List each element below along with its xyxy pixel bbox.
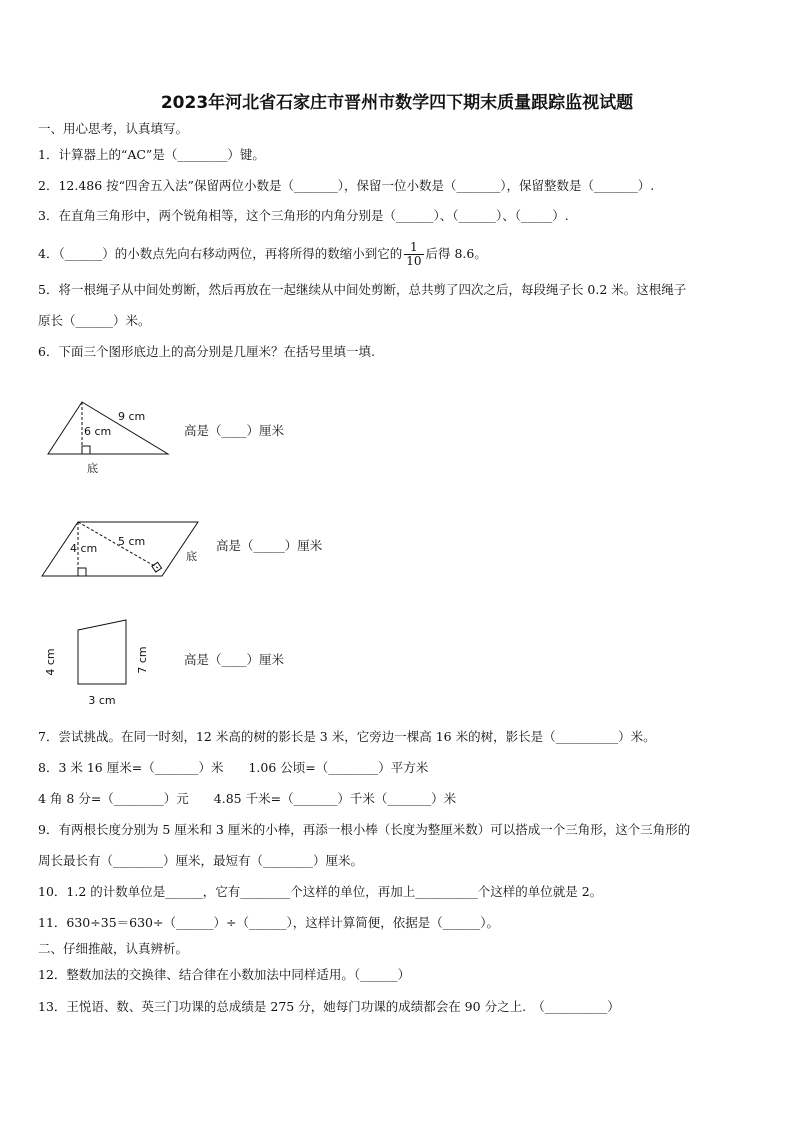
question-2: 2．12.486 按“四舍五入法”保留两位小数是（_______），保留一位小数是（_______），保留整数是（_______）.: [38, 178, 655, 193]
parallelogram-figure: [36, 514, 206, 584]
triangle-answer: 高是（____）厘米: [184, 423, 285, 438]
question-4: [38, 236, 487, 272]
question-4-text: 4．（______）的小数点先向右移动两位，再将所得的数缩小到它的: [38, 246, 403, 261]
parallelogram-base-label: 底: [186, 550, 197, 563]
triangle-height-label: 6 cm: [84, 425, 112, 438]
trapezoid-left-label: 4 cm: [44, 648, 57, 676]
trapezoid-answer: 高是（____）厘米: [184, 652, 285, 667]
question-12: 12．整数加法的交换律、结合律在小数加法中同样适用。（______）: [38, 967, 411, 982]
question-9-line-2: 周长最长有（________）厘米，最短有（________）厘米。: [38, 853, 364, 868]
question-5-line-1: 5．将一根绳子从中间处剪断，然后再放在一起继续从中间处剪断，总共剪了四次之后，每段绳子长 0.2 米。这根绳子: [38, 282, 687, 297]
question-6: 6．下面三个图形底边上的高分别是几厘米？在括号里填一填.: [38, 344, 375, 359]
page-title: 2023年河北省石家庄市晋州市数学四下期末质量跟踪监视试题: [160, 93, 634, 113]
trapezoid-figure: [40, 614, 170, 710]
section-1-heading: 一、用心思考，认真填写。: [38, 121, 189, 136]
question-9-line-1: 9．有两根长度分别为 5 厘米和 3 厘米的小棒，再添一根小棒（长度为整厘米数）可以搭成一个三角形，这个三角形的: [38, 822, 691, 837]
question-1: 1．计算器上的“AC”是（________）键。: [38, 147, 265, 162]
trapezoid-bottom-label: 3 cm: [88, 694, 116, 707]
parallelogram-answer: 高是（_____）厘米: [216, 538, 323, 553]
question-10: 10．1.2 的计数单位是______，它有________个这样的单位，再加上__________个这样的单位就是 2。: [38, 884, 603, 899]
question-11: 11．630÷35＝630÷（______）÷（______），这样计算简便，依据是（______）。: [38, 915, 499, 930]
fraction-numerator: 1: [404, 241, 423, 255]
fraction-denominator: 10: [406, 254, 422, 268]
question-8-line-2: 4 角 8 分=（________）元 4.85 千米=（_______）千米（_______）米: [38, 791, 457, 806]
parallelogram-side-label: 5 cm: [118, 535, 146, 548]
question-3: 3．在直角三角形中，两个锐角相等，这个三角形的内角分别是（______）、（______）、（_____）.: [38, 208, 569, 223]
triangle-side-label: 9 cm: [118, 410, 146, 423]
trapezoid-right-label: 7 cm: [136, 646, 149, 674]
question-7: 7．尝试挑战。在同一时刻，12 米高的树的影长是 3 米，它旁边一棵高 16 米的树，影长是（__________）米。: [38, 729, 656, 744]
section-2-heading: 二、仔细推敲，认真辨析。: [38, 941, 189, 956]
question-4-tail: 后得 8.6。: [425, 246, 487, 261]
question-8-line-1: 8．3 米 16 厘米=（_______）米 1.06 公顷=（________）平方米: [38, 760, 429, 775]
question-5-line-2: 原长（______）米。: [38, 313, 151, 328]
triangle-figure: [40, 390, 180, 480]
fraction: [404, 241, 423, 268]
parallelogram-height-label: 4 cm: [70, 542, 98, 555]
question-13: 13．王悦语、数、英三门功课的总成绩是 275 分，她每门功课的成绩都会在 90 分之上. （__________）: [38, 999, 620, 1014]
triangle-base-label: 底: [87, 462, 98, 475]
